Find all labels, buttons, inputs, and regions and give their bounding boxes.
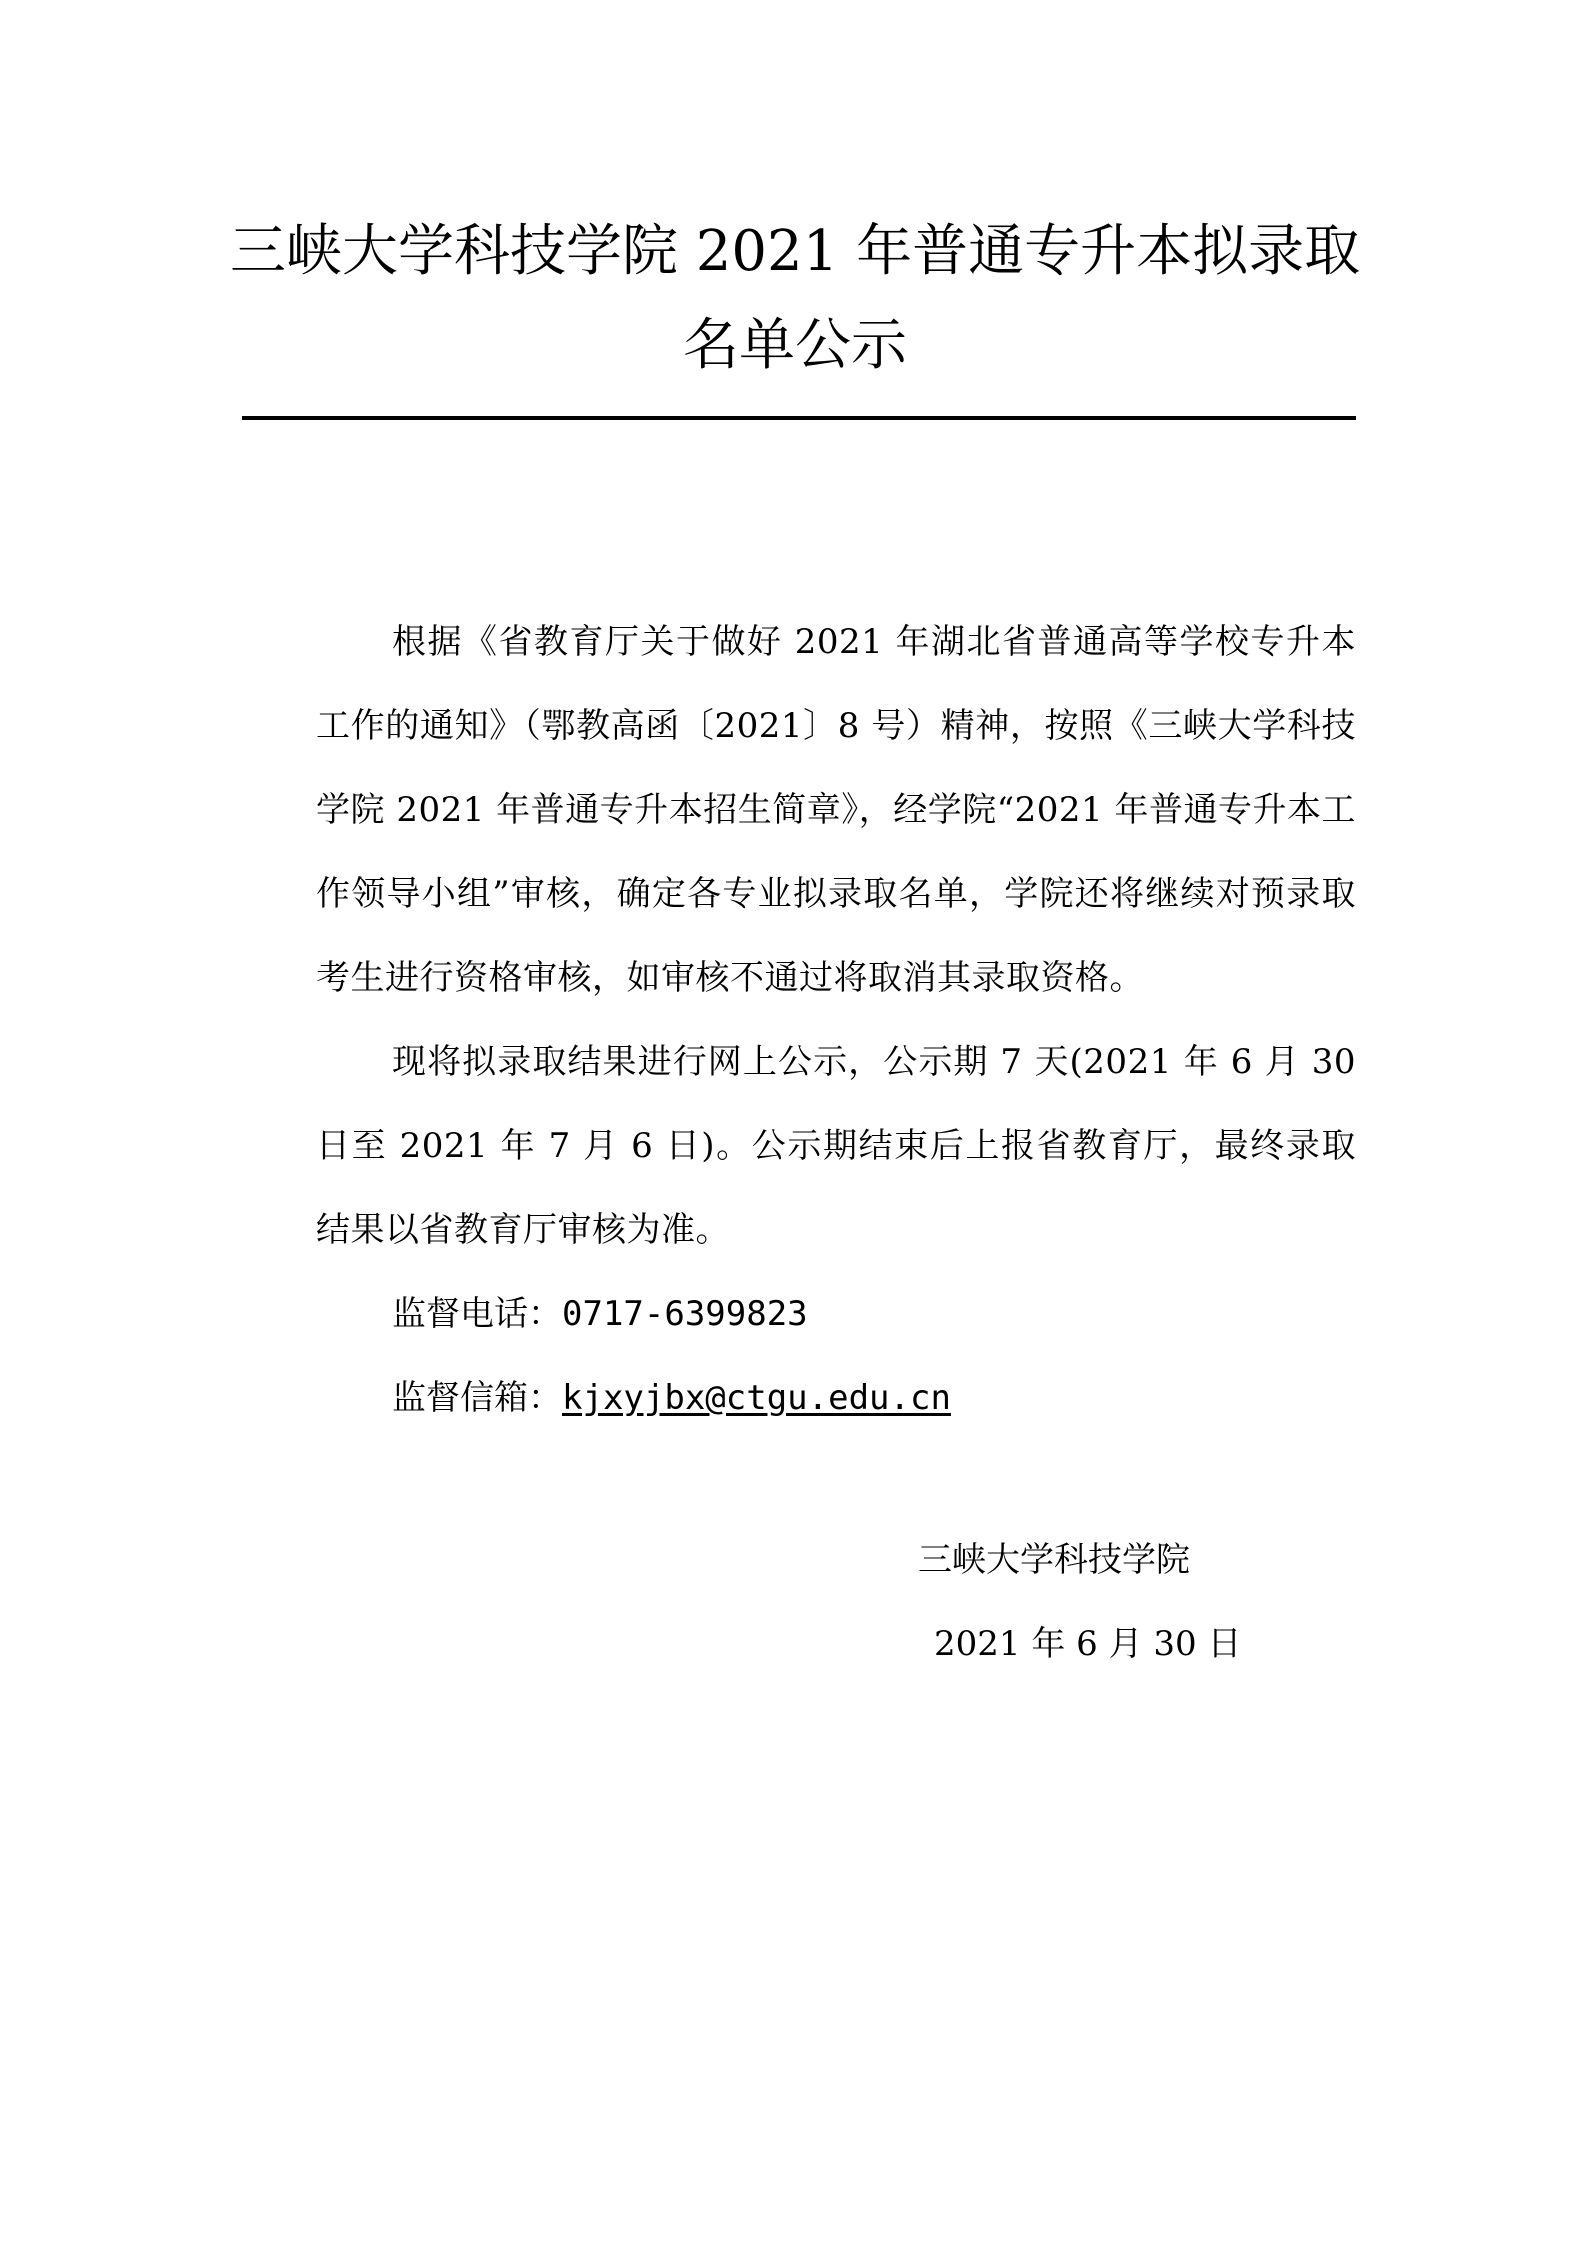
document-title xyxy=(230,205,1360,393)
email-label: 监督信箱： xyxy=(392,1378,562,1418)
document-body xyxy=(316,600,1356,1440)
title-divider xyxy=(242,416,1356,420)
phone-number: 0717-6399823 xyxy=(562,1294,808,1334)
supervision-email xyxy=(316,1356,1356,1440)
paragraph-publicity-period: 现将拟录取结果进行网上公示，公示期 7 天(2021 年 6 月 30 日至 2021 年 7 月 6 日)。公示期结束后上报省教育厅，最终录取结果以省教育厅审核为准。 xyxy=(316,1042,1356,1250)
phone-label: 监督电话： xyxy=(392,1294,562,1334)
paragraph-admission-basis: 根据《省教育厅关于做好 2021 年湖北省普通高等学校专升本工作的通知》（鄂教高函〔2021〕8 号）精神，按照《三峡大学科技学院 2021 年普通专升本招生简章》，经学院“2021 年普通专升本工作领导小组”审核，确定各专业拟录取名单，学院还将继续对预录取考生进行资格审核，如审核不通过将取消其录取资格。 xyxy=(316,622,1356,998)
signature-date: 2021 年 6 月 30 日 xyxy=(934,1624,1242,1664)
supervision-phone xyxy=(316,1272,1356,1356)
title-line-2: 名单公示 xyxy=(683,313,907,378)
email-link[interactable]: kjxyjbx@ctgu.edu.cn xyxy=(562,1378,951,1418)
signature-organization: 三峡大学科技学院 xyxy=(918,1540,1190,1580)
title-line-1: 三峡大学科技学院 2021 年普通专升本拟录取 xyxy=(230,219,1361,284)
